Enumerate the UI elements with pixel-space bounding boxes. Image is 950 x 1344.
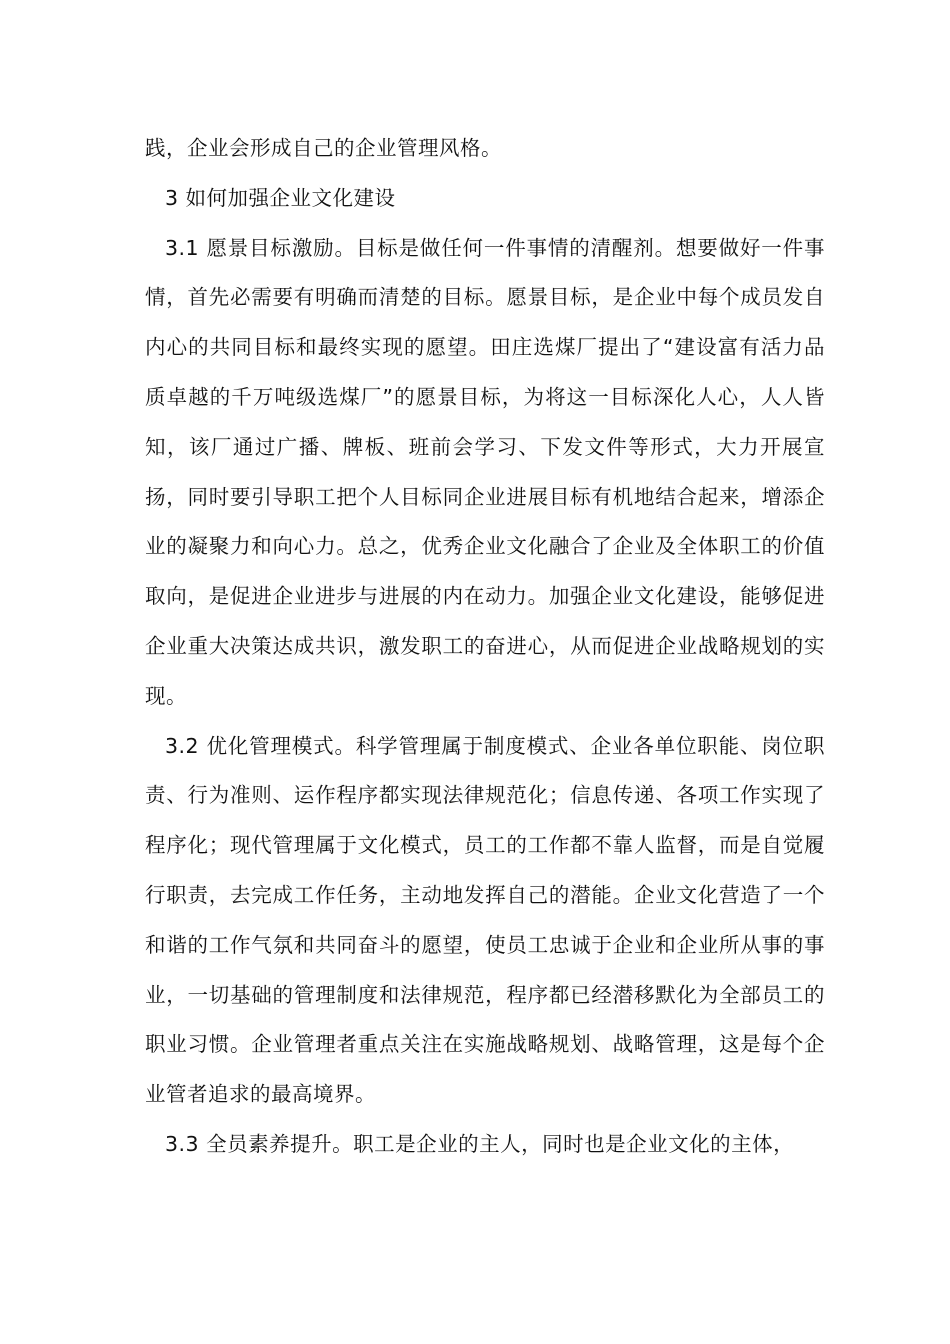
paragraph-3-3: 3.3 全员素养提升。职工是企业的主人，同时也是企业文化的主体， [165,1131,795,1156]
document-body [145,124,825,1170]
paragraph-3-1: 3.1 愿景目标激励。目标是做任何一件事情的清醒剂。想要做好一件事情，首先必需要有明确而清楚的目标。愿景目标，是企业中每个成员发自内心的共同目标和最终实现的愿望。田庄选煤厂提出了“建设富有活力品质卓越的千万吨级选煤厂”的愿景目标，为将这一目标深化人心，人人皆知，该厂通过广播、牌板、班前会学习、下发文件等形式，大力开展宣扬，同时要引导职工把个人目标同企业进展目标有机地结合起来，增添企业的凝聚力和向心力。总之，优秀企业文化融合了企业及全体职工的价值取向，是促进企业进步与进展的内在动力。加强企业文化建设，能够促进企业重大决策达成共识，激发职工的奋进心，从而促进企业战略规划的实现。 [145,235,825,708]
paragraph-continuation: 践，企业会形成自己的企业管理风格。 [145,136,502,160]
paragraph-3-2: 3.2 优化管理模式。科学管理属于制度模式、企业各单位职能、岗位职责、行为准则、运作程序都实现法律规范化；信息传递、各项工作实现了程序化；现代管理属于文化模式，员工的工作都不靠人监督，而是自觉履行职责，去完成工作任务，主动地发挥自己的潜能。企业文化营造了一个和谐的工作气氛和共同奋斗的愿望，使员工忠诚于企业和企业所从事的事业，一切基础的管理制度和法律规范，程序都已经潜移默化为全部员工的职业习惯。企业管理者重点关注在实施战略规划、战略管理，这是每个企业管者追求的最高境界。 [145,733,825,1107]
section-heading-3: 3 如何加强企业文化建设 [165,185,396,210]
